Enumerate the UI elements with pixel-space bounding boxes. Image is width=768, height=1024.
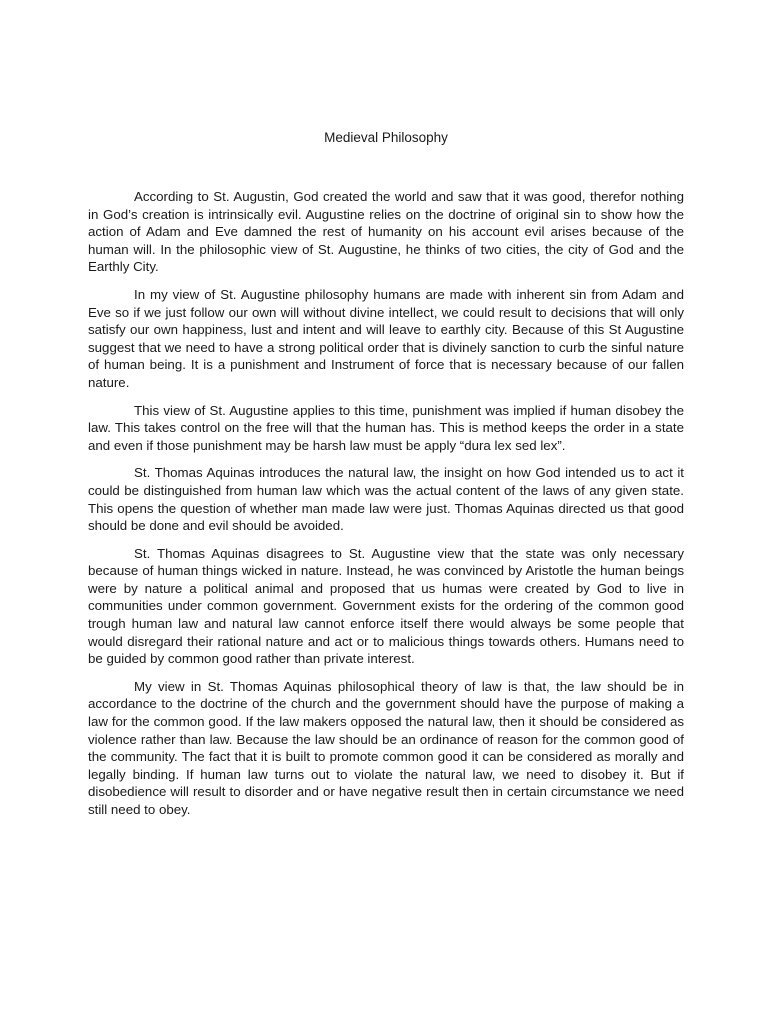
paragraph-aquinas-view: My view in St. Thomas Aquinas philosophical theory of law is that, the law should be in accordance to the doctrine of the church and the government should have the purpose of making a law for the common good. If the law makers opposed the natural law, then it should be considered as violence rather than law. Because the law should be an ordinance of reason for the common good of the community. The fact that it is built to promote common good it can be considered as morally and legally binding. If human law turns out to violate the natural law, we need to disobey it. But if disobedience will result to disorder and or have negative result then in certain circumstance we need still need to obey. bbox=[88, 678, 684, 817]
paragraph-augustine-view: In my view of St. Augustine philosophy humans are made with inherent sin from Adam and Eve so if we just follow our own will without divine intellect, we could result to decisions that will only satisfy our own happiness, lust and intent and will leave to earthly city. Because of this St Augustine suggest that we need to have a strong political order that is divinely sanction to curb the sinful nature of human being. It is a punishment and Instrument of force that is necessary because of our fallen nature. bbox=[88, 286, 684, 390]
document-title: Medieval Philosophy bbox=[324, 130, 448, 145]
paragraph-aquinas-natural-law: St. Thomas Aquinas introduces the natural law, the insight on how God intended us to act it could be distinguished from human law which was the actual content of the laws of any given state. This opens the question of whether man made law were just. Thomas Aquinas directed us that good should be done and evil should be avoided. bbox=[88, 465, 684, 534]
paragraph-augustin-creation: According to St. Augustin, God created the world and saw that it was good, therefor nothing in God’s creation is intrinsically evil. Augustine relies on the doctrine of original sin to show how the action of Adam and Eve damned the rest of humanity on his account evil arises because of the human will. In the philosophic view of St. Augustine, he thinks of two cities, the city of God and the Earthly City. bbox=[88, 189, 684, 275]
paragraph-augustine-applies: This view of St. Augustine applies to this time, punishment was implied if human disobey the law. This takes control on the free will that the human has. This is method keeps the order in a state and even if those punishment may be harsh law must be apply “dura lex sed lex”. bbox=[88, 402, 684, 453]
paragraph-aquinas-disagrees: St. Thomas Aquinas disagrees to St. Augustine view that the state was only necessary because of human things wicked in nature. Instead, he was convinced by Aristotle the human beings were by nature a political animal and proposed that us humas were created by God to live in communities under common government. Government exists for the ordering of the common good trough human law and natural law cannot enforce itself there would always be some people that would disregard their rational nature and act or to malicious things towards others. Humans need to be guided by common good rather than private interest. bbox=[88, 545, 684, 667]
